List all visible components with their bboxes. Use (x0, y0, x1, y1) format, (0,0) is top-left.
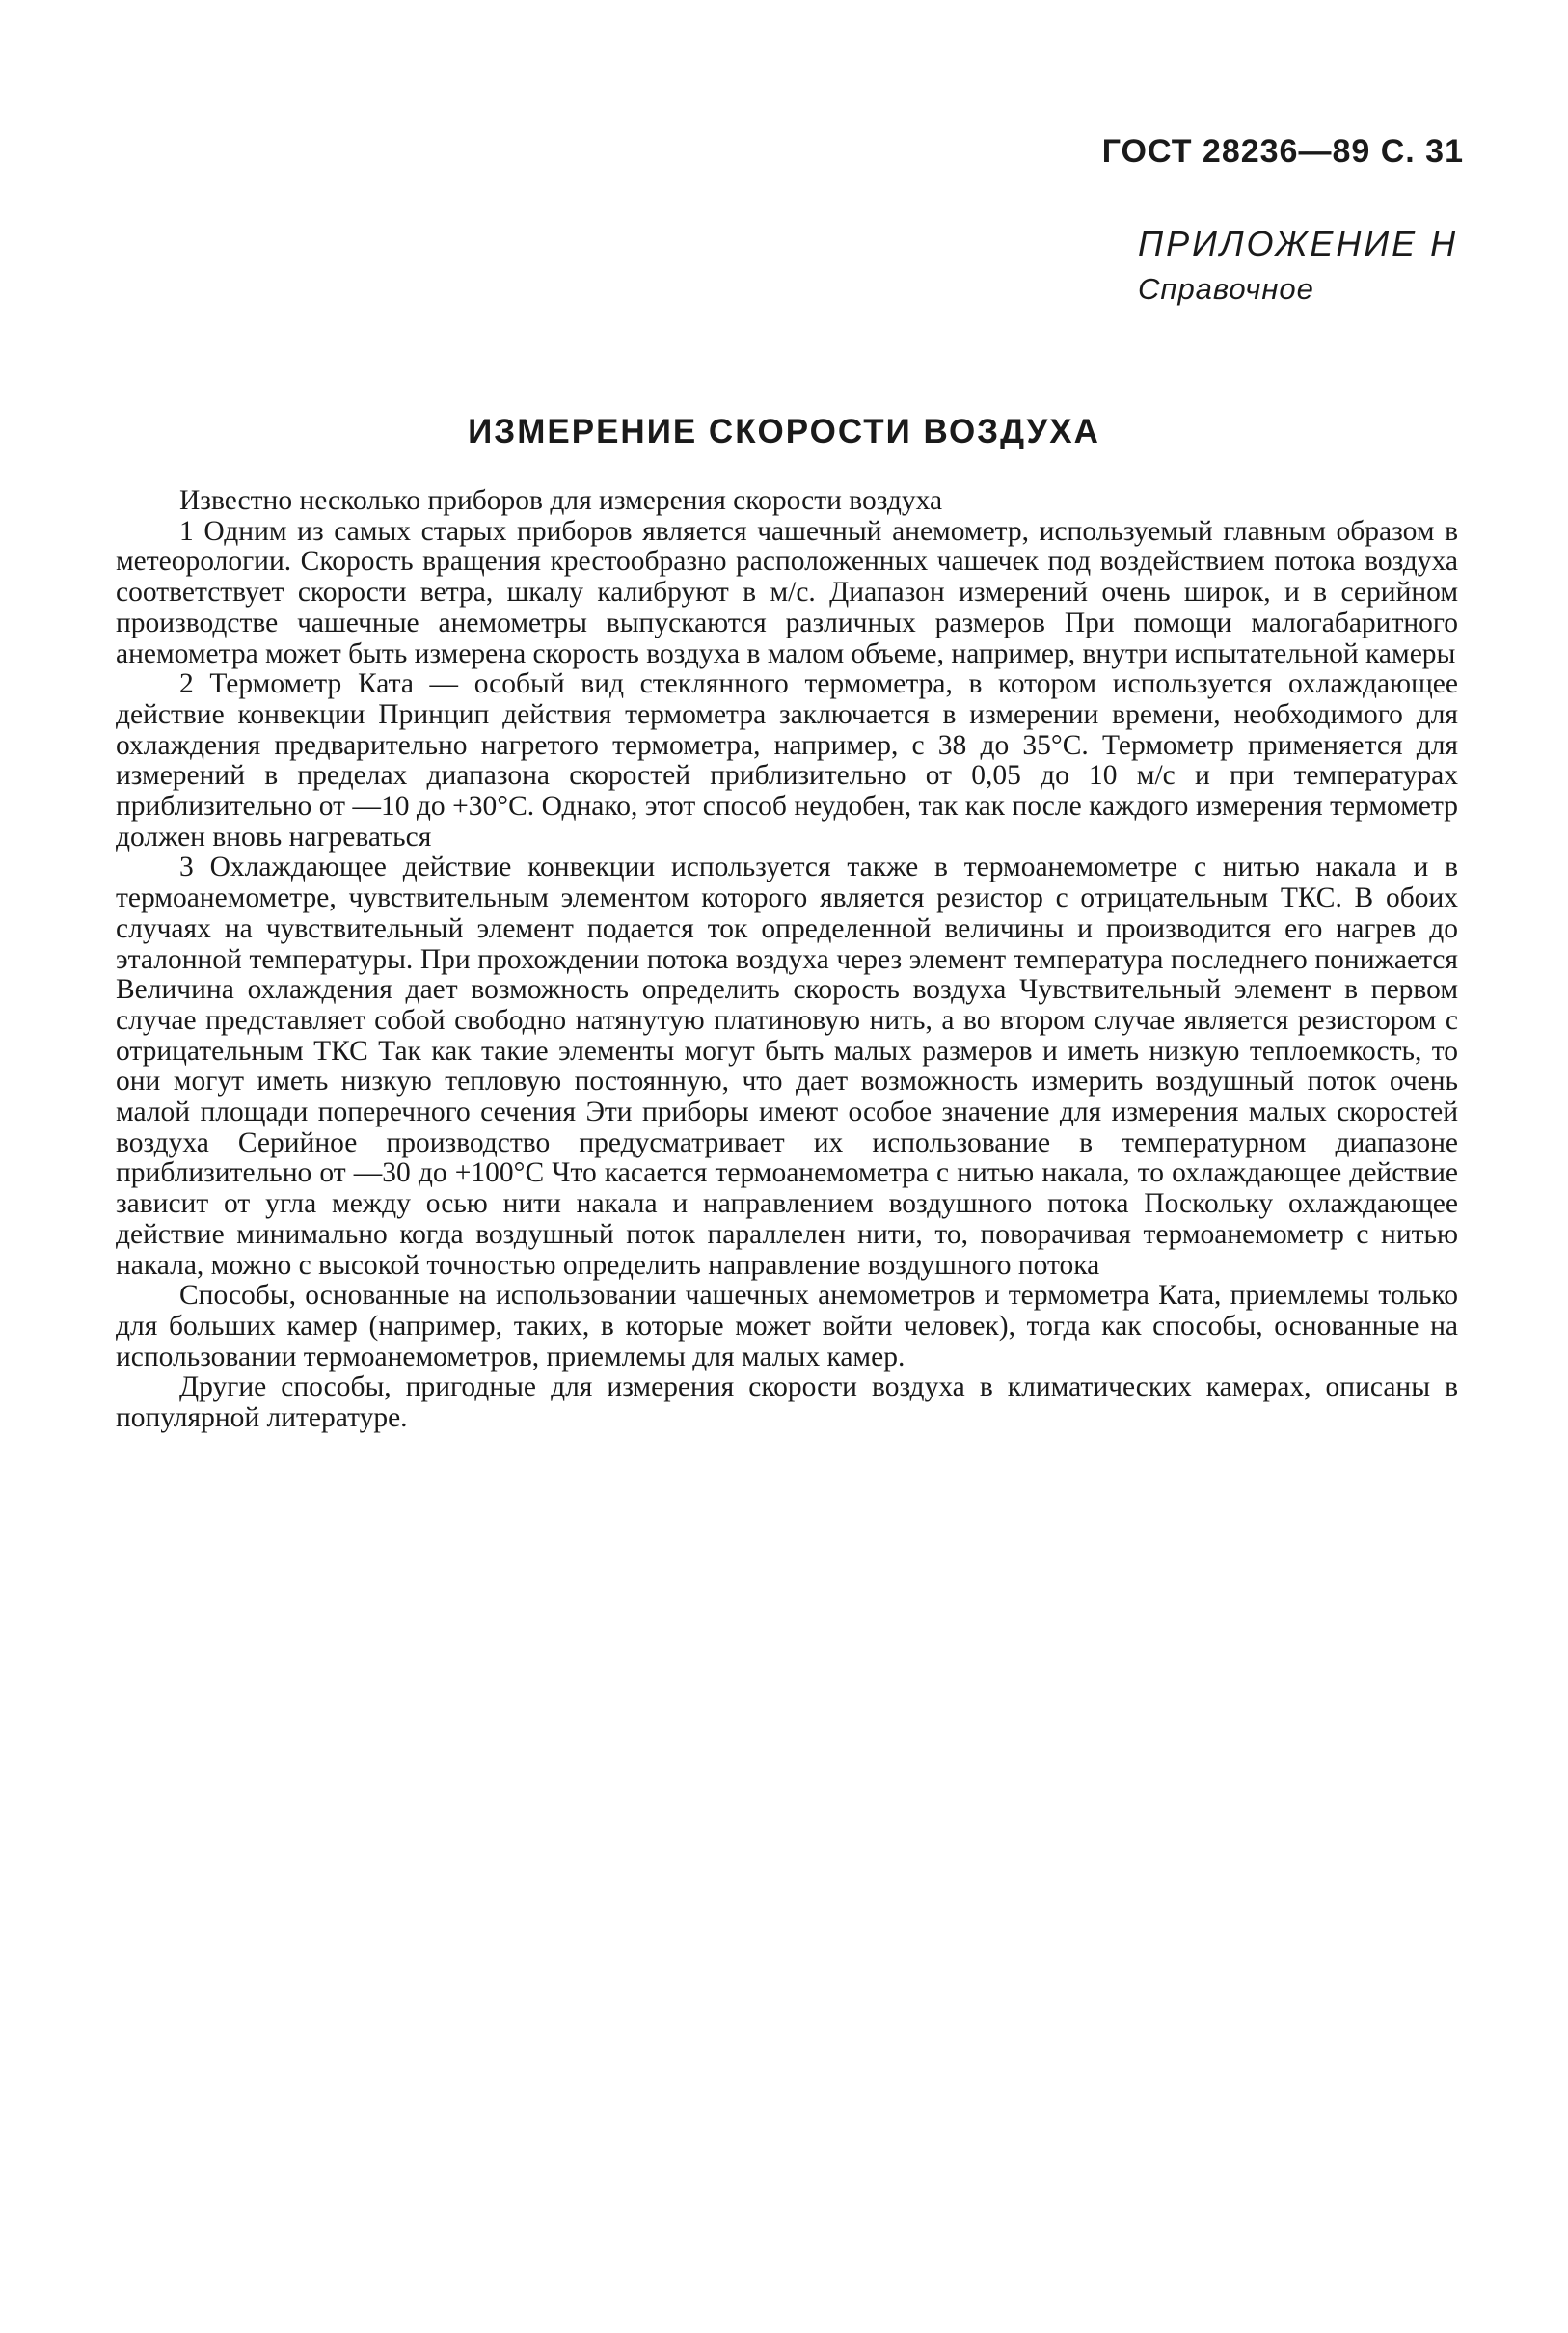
paragraph-other-methods: Другие способы, пригодные для измерения скорости воздуха в климатических камерах, описаны в популярной литературе. (116, 1371, 1458, 1434)
paragraph-methods-summary: Способы, основанные на использовании чашечных анемометров и термометра Ката, приемлемы только для больших камер (например, таких, в которые может войти человек), тогда как способы, основанные на использовании термоанемометров, приемлемы для малых камер. (116, 1280, 1458, 1372)
paragraph-item-1: 1 Одним из самых старых приборов является чашечный анемометр, используемый главным образом в метеорологии. Скорость вращения крестообразно расположенных чашечек под воздействием потока воздуха соответствует скорости ветра, шкалу калибруют в м/с. Диапазон измерений очень широк, и в серийном производстве чашечные анемометры выпускаются различных размеров При помощи малогабаритного анемометра может быть измерена скорость воздуха в малом объеме, например, внутри испытательной камеры (116, 515, 1458, 669)
appendix-type: Справочное (1138, 272, 1314, 306)
paragraph-intro: Известно несколько приборов для измерения скорости воздуха (179, 485, 943, 516)
appendix-block (1138, 224, 1485, 307)
paragraph-item-2: 2 Термометр Ката — особый вид стеклянного термометра, в котором используется охлаждающее действие конвекции Принцип действия термометра заключается в измерении времени, необходимого для охлаждения предварительно нагретого термометра, например, с 38 до 35°С. Термометр применяется для измерений в пределах диапазона скоростей приблизительно от 0,05 до 10 м/с и при температурах приблизительно от —10 до +30°С. Однако, этот способ неудобен, так как после каждого измерения термометр должен вновь нагреваться (116, 668, 1458, 853)
section-title: ИЗМЕРЕНИЕ СКОРОСТИ ВОЗДУХА (468, 413, 1100, 450)
page-header: ГОСТ 28236—89 С. 31 (1101, 133, 1464, 170)
document-body (116, 486, 1458, 1434)
appendix-label: ПРИЛОЖЕНИЕ Н (1138, 224, 1459, 263)
paragraph-item-3: 3 Охлаждающее действие конвекции используется также в термоанемометре с нитью накала и в термоанемометре, чувствительным элементом которого является резистор с отрицательным ТКС. В обоих случаях на чувствительный элемент подается ток определенной величины и производится его нагрев до эталонной температуры. При прохождении потока воздуха через элемент температура последнего понижается Величина охлаждения дает возможность определить скорость воздуха Чувствительный элемент в первом случае представляет собой свободно натянутую платиновую нить, а во втором случае является резистором с отрицательным ТКС Так как такие элементы могут быть малых размеров и иметь низкую теплоемкость, то они могут иметь низкую тепловую постоянную, что дает возможность измерить воздушный поток очень малой площади поперечного сечения Эти приборы имеют особое значение для измерения малых скоростей воздуха Серийное производство предусматривает их использование в температурном диапазоне приблизительно от —30 до +100°С Что касается термоанемометра с нитью накала, то охлаждающее действие зависит от угла между осью нити накала и направлением воздушного потока Поскольку охлаждающее действие минимально когда воздушный поток параллелен нити, то, поворачивая термоанемометр с нитью накала, можно с высокой точностью определить направление воздушного потока (116, 852, 1458, 1281)
